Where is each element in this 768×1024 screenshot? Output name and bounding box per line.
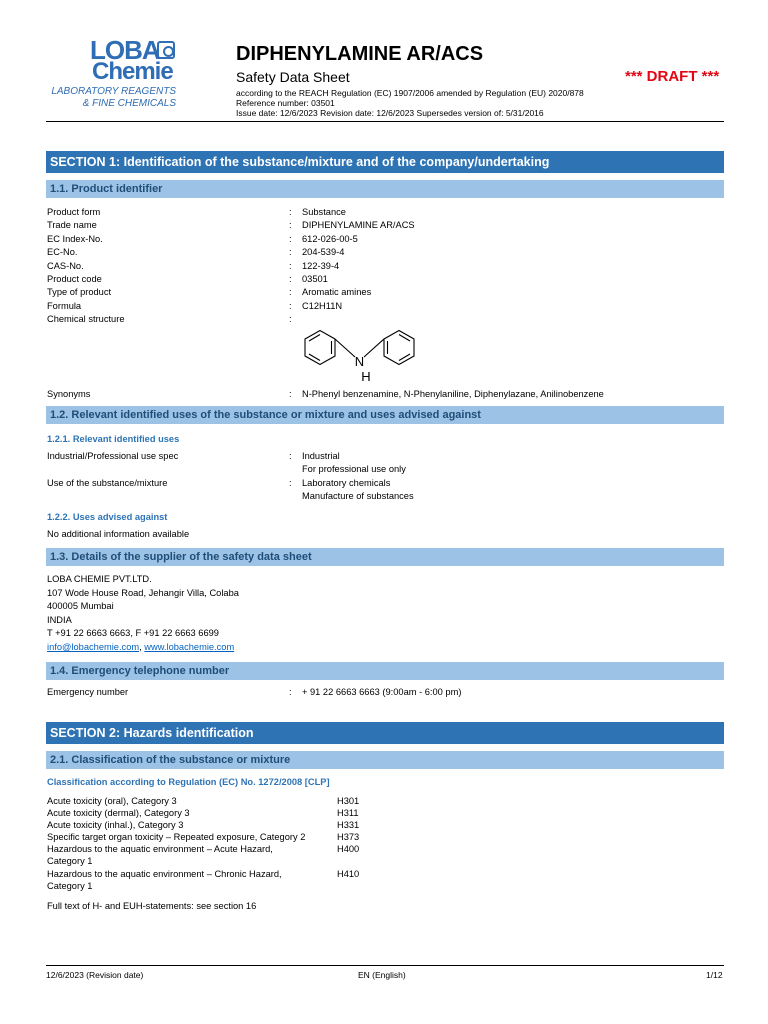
nitrogen-label: N xyxy=(354,354,365,369)
hazard-code: H373 xyxy=(337,832,360,842)
colon: : xyxy=(289,451,292,461)
emergency-number-value: + 91 22 6663 6663 (9:00am - 6:00 pm) xyxy=(302,687,462,697)
use-of-substance-value-1: Laboratory chemicals xyxy=(302,478,391,488)
draft-watermark: *** DRAFT *** xyxy=(625,68,720,85)
clp-classification-heading: Classification according to Regulation (EC) No. 1272/2008 [CLP] xyxy=(47,777,330,787)
colon: : xyxy=(289,207,292,217)
emergency-number-label: Emergency number xyxy=(47,687,129,697)
benzene-ring-right xyxy=(384,331,414,365)
link-separator: , xyxy=(139,642,145,652)
footer-page-number: 1/12 xyxy=(706,970,723,980)
document-subtitle: Safety Data Sheet xyxy=(236,69,350,85)
product-field-label: EC Index-No. xyxy=(47,233,103,244)
hazard-class-label-cont: Category 1 xyxy=(47,880,93,891)
colon: : xyxy=(289,314,292,325)
logo-loba: LOBA xyxy=(90,35,160,65)
hazard-class-label: Acute toxicity (dermal), Category 3 xyxy=(47,808,190,818)
logo-chemie: Chemie xyxy=(92,58,173,85)
subsection-2-1-heading: 2.1. Classification of the substance or mixture xyxy=(46,751,724,769)
subsection-1-2-2-heading: 1.2.2. Uses advised against xyxy=(47,512,168,522)
logo-tagline-2: & FINE CHEMICALS xyxy=(82,98,176,109)
issue-dates: Issue date: 12/6/2023 Revision date: 12/6/2023 Supersedes version of: 5/31/2016 xyxy=(236,108,544,118)
product-field-label: Trade name xyxy=(47,220,97,231)
footer-language: EN (English) xyxy=(358,970,406,980)
colon: : xyxy=(289,274,292,284)
logo-mark-icon xyxy=(157,41,175,59)
colon: : xyxy=(289,233,292,244)
bond-right xyxy=(364,339,384,357)
supplier-line: T +91 22 6663 6663, F +91 22 6663 6699 xyxy=(47,628,219,638)
hazard-class-label: Acute toxicity (inhal.), Category 3 xyxy=(47,820,184,830)
hydrogen-label: H xyxy=(361,369,371,384)
footer-revision-date: 12/6/2023 (Revision date) xyxy=(46,970,144,980)
subsection-1-3-heading: 1.3. Details of the supplier of the safety data sheet xyxy=(46,548,724,566)
colon: : xyxy=(289,260,292,271)
supplier-line: INDIA xyxy=(47,614,72,625)
product-field-label: CAS-No. xyxy=(47,260,84,271)
product-field-value: Aromatic amines xyxy=(302,287,372,298)
colon: : xyxy=(289,478,292,488)
use-spec-value-1: Industrial xyxy=(302,451,340,461)
hazard-class-label: Hazardous to the aquatic environment – Chronic Hazard, xyxy=(47,868,282,879)
subsection-1-1-heading: 1.1. Product identifier xyxy=(46,180,724,198)
benzene-ring-left xyxy=(305,331,335,365)
colon: : xyxy=(289,300,292,311)
reference-number: Reference number: 03501 xyxy=(236,98,335,108)
supplier-contact-links xyxy=(47,641,234,653)
website-link[interactable]: www.lobachemie.com xyxy=(144,642,235,652)
supplier-line: 400005 Mumbai xyxy=(47,601,114,611)
logo-tagline xyxy=(46,86,176,110)
product-field-value: 204-539-4 xyxy=(302,247,345,258)
email-link[interactable]: info@lobachemie.com xyxy=(47,642,140,652)
product-field-label: Formula xyxy=(47,300,82,311)
hazard-class-label: Acute toxicity (oral), Category 3 xyxy=(47,796,177,806)
hazard-code: H331 xyxy=(337,820,360,830)
use-spec-label: Industrial/Professional use spec xyxy=(47,451,179,461)
hazard-class-label: Specific target organ toxicity – Repeated exposure, Category 2 xyxy=(47,832,306,842)
product-field-value: DIPHENYLAMINE AR/ACS xyxy=(302,220,415,231)
use-of-substance-value-2: Manufacture of substances xyxy=(302,491,414,501)
hazard-class-label-cont: Category 1 xyxy=(47,856,93,866)
product-field-label: Product form xyxy=(47,207,101,217)
product-field-value: Substance xyxy=(302,207,346,217)
footer-divider xyxy=(46,965,724,966)
hazard-code: H301 xyxy=(337,796,360,806)
header-divider xyxy=(46,121,724,122)
bond-left xyxy=(335,339,355,357)
use-spec-value-2: For professional use only xyxy=(302,464,406,474)
full-text-note: Full text of H- and EUH-statements: see section 16 xyxy=(47,901,257,911)
colon: : xyxy=(289,389,292,399)
colon: : xyxy=(289,687,292,697)
subsection-1-4-heading: 1.4. Emergency telephone number xyxy=(46,662,724,680)
hazard-code: H311 xyxy=(337,808,359,818)
product-field-label: Chemical structure xyxy=(47,314,125,325)
synonyms-label: Synonyms xyxy=(47,389,91,399)
colon: : xyxy=(289,247,292,258)
product-field-value: 122-39-4 xyxy=(302,260,340,271)
product-field-label: EC-No. xyxy=(47,247,78,258)
synonyms-value: N-Phenyl benzenamine, N-Phenylaniline, Diphenylazane, Anilinobenzene xyxy=(302,389,604,399)
subsection-1-2-1-heading: 1.2.1. Relevant identified uses xyxy=(47,434,180,444)
use-of-substance-label: Use of the substance/mixture xyxy=(47,478,168,488)
supplier-line: LOBA CHEMIE PVT.LTD. xyxy=(47,574,152,584)
subsection-1-2-heading: 1.2. Relevant identified uses of the substance or mixture and uses advised against xyxy=(46,406,724,424)
uses-advised-against-value: No additional information available xyxy=(47,529,190,539)
regulation-line: according to the REACH Regulation (EC) 1907/2006 amended by Regulation (EU) 2020/878 xyxy=(236,88,584,98)
section-2-heading: SECTION 2: Hazards identification xyxy=(46,722,724,744)
product-field-value: 03501 xyxy=(302,274,328,284)
product-field-value: 612-026-00-5 xyxy=(302,233,358,244)
product-field-label: Type of product xyxy=(47,287,112,298)
hazard-class-label: Hazardous to the aquatic environment – Acute Hazard, xyxy=(47,844,273,854)
chemical-structure-diagram xyxy=(298,314,434,386)
colon: : xyxy=(289,220,292,231)
section-1-heading: SECTION 1: Identification of the substance/mixture and of the company/undertaking xyxy=(46,151,724,173)
logo-tagline-1: LABORATORY REAGENTS xyxy=(51,86,176,97)
supplier-line: 107 Wode House Road, Jehangir Villa, Colaba xyxy=(47,587,239,598)
product-field-label: Product code xyxy=(47,274,102,284)
hazard-code: H410 xyxy=(337,868,360,879)
colon: : xyxy=(289,287,292,298)
document-title: DIPHENYLAMINE AR/ACS xyxy=(236,43,484,65)
hazard-code: H400 xyxy=(337,844,360,854)
product-field-value: C12H11N xyxy=(302,300,343,311)
